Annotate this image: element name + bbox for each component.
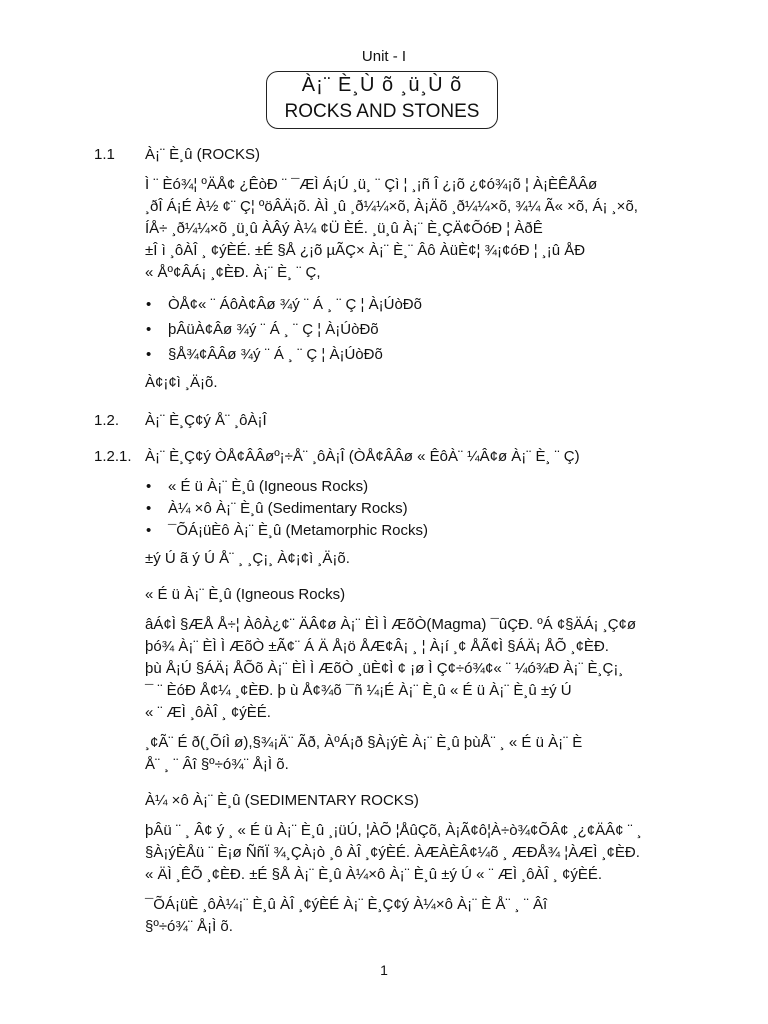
list-item: « É ü À¡¨ È¸û (Igneous Rocks)	[168, 478, 369, 495]
title-native: À¡¨ È¸Ù õ ¸ü¸Ù õ	[301, 74, 463, 96]
paragraph-line: âÁ¢Ì §ÆÅ Å÷¦ ÀôÀ¿¢¨ ÄÂ¢ø À¡¨ ÈÌ Ì ÆõÒ(Magma) ¯ûÇÐ. ºÁ ¢§ÄÁ¡ ¸Ç¢ø	[145, 616, 637, 633]
bullet-dot: •	[146, 522, 152, 539]
paragraph-line: ±ý Ú ã ý Ú Å¨ ¸ ¸Ç¡¸ À¢¡¢ì ¸Ä¡õ.	[145, 550, 350, 567]
paragraph-line: ¯ ¨ ÈóÐ Å¢¼ ¸¢ÈÐ. þ ù Å¢¾õ ¯ñ ¼¡É À¡¨ È¸û « É ü À¡¨ È¸û ±ý Ú	[145, 682, 572, 699]
paragraph-line: « ÄÌ ¸ÊÕ ¸¢ÈÐ. ±É §Å À¡¨ È¸û À¼×ô À¡¨ È¸û ±ý Ú « ¨ ÆÌ ¸ôÀÎ ¸ ¢ýÈÉ.	[145, 866, 603, 883]
list-item: ÒÅ¢« ¨ ÁôÀ¢Âø ¾ý ¨ Á ¸ ¨ Ç ¦ À¡ÚòÐõ	[168, 296, 422, 313]
bullet-dot: •	[146, 500, 152, 517]
bullet-dot: •	[146, 478, 152, 495]
section-heading: À¡¨ È¸û (ROCKS)	[145, 146, 261, 163]
section-number: 1.2.	[94, 412, 120, 429]
list-item: þÂüÀ¢Âø ¾ý ¨ Á ¸ ¨ Ç ¦ À¡ÚòÐõ	[168, 321, 379, 338]
unit-label: Unit - I	[361, 48, 407, 65]
paragraph-line: ¯ÕÁ¡üÈ ¸ôÀ¼¡¨ È¸û ÀÎ ¸¢ýÈÉ À¡¨ È¸Ç¢ý À¼×ô À¡¨ È Å¨ ¸ ¨ Âî	[145, 896, 548, 913]
paragraph-line: §º÷ó¾¨ Å¡Ì õ.	[145, 918, 233, 935]
page-number: 1	[380, 962, 388, 978]
paragraph-line: « ¨ ÆÌ ¸ôÀÎ ¸ ¢ýÈÉ.	[145, 704, 271, 721]
paragraph-line: ¸ðÎ Á¡É À½ ¢¨ Ç¦ ºöÂÄ¡õ. ÀÌ ¸û ¸ð¼¼×õ, À¡Äõ ¸ð¼¼×õ, ¾¼ Ã« ×õ, Á¡ ¸×õ,	[145, 198, 638, 215]
section-number: 1.1	[94, 146, 115, 163]
paragraph-line: þÂü ¨ ¸ Â¢ ý ¸ « É ü À¡¨ È¸û ¸¡üÚ, ¦ÀÕ ¦ÅûÇõ, À¡Ã¢ô¦À÷ò¾¢ÕÂ¢ ¸¿¢ÄÂ¢ ¨ ¸	[145, 822, 642, 839]
paragraph-line: §À¡ýÈÅü ¨ È¡ø ÑñÏ ¾¸ÇÀ¡ò ¸ô ÀÎ ¸¢ýÈÉ. ÀÆÀÈÂ¢¼õ ¸ ÆÐÅ¾ ¦ÀÆÌ ¸¢ÈÐ.	[145, 844, 640, 861]
list-item: §Å¾¢ÂÂø ¾ý ¨ Á ¸ ¨ Ç ¦ À¡ÚòÐõ	[168, 346, 383, 363]
bullet-dot: •	[146, 321, 152, 338]
paragraph-line: « Åº¢ÂÁ¡ ¸¢ÈÐ. À¡¨ È¸ ¨ Ç,	[145, 264, 321, 281]
section-number: 1.2.1.	[94, 448, 132, 465]
section-heading: À¡¨ È¸Ç¢ý ÒÅ¢ÂÂøº¡÷Å¨ ¸ôÀ¡Î (ÒÅ¢ÂÂø « ÊôÀ¨ ¼Â¢ø À¡¨ È¸ ¨ Ç)	[145, 448, 580, 465]
paragraph-line: þó¾ À¡¨ ÈÌ Ì ÆõÒ ±Ã¢¨ Á Ä Å¡ö ÅÆ¢Â¡ ¸ ¦ À¡í ¸¢ ÅÃ¢Ì §ÁÄ¡ ÅÕ ¸¢ÈÐ.	[145, 638, 609, 655]
paragraph-line: Å¨ ¸ ¨ Âî §º÷ó¾¨ Å¡Ì õ.	[145, 756, 289, 773]
paragraph-line: Ì ¨ Èó¾¦ ºÄÅ¢ ¿ÊòÐ ¨ ¯ÆÌ Á¡Ú ¸ü¸ ¨ Çì ¦ ¸¡ñ Î ¿¡õ ¿¢ó¾¡õ ¦ À¡ÈÊÅÂø	[145, 176, 598, 193]
section-heading: À¡¨ È¸Ç¢ý Å¨ ¸ôÀ¡Î	[145, 412, 267, 429]
list-item: À¼ ×ô À¡¨ È¸û (Sedimentary Rocks)	[168, 500, 408, 517]
paragraph-line: ÍÅ÷ ¸ð¼¼×õ ¸ü¸û ÀÂý À¼ ¢Ü ÈÉ. ¸ü¸û À¡¨ È¸ÇÄ¢ÕóÐ ¦ ÀðÊ	[145, 220, 543, 237]
list-item: ¯ÕÁ¡üÈô À¡¨ È¸û (Metamorphic Rocks)	[168, 522, 429, 539]
paragraph-line: þù Å¡Ú §ÁÄ¡ ÅÕõ À¡¨ ÈÌ Ì ÆõÒ ¸üÈ¢Ì ¢ ¡ø Ì Ç¢÷ó¾¢« ¨ ¼ó¾Ð À¡¨ È¸Ç¡¸	[145, 660, 624, 677]
title-box	[266, 71, 498, 129]
paragraph-line: ±Î ì ¸ôÀÎ ¸ ¢ýÈÉ. ±É §Å ¿¡õ µÃÇ× À¡¨ È¸¨ Âô ÀüÈ¢¦ ¾¡¢óÐ ¦ ¸¡û ÅÐ	[145, 242, 586, 259]
bullet-dot: •	[146, 346, 152, 363]
subsection-heading: À¼ ×ô À¡¨ È¸û (SEDIMENTARY ROCKS)	[145, 792, 419, 809]
title-english: ROCKS AND STONES	[284, 101, 480, 122]
paragraph-line: ¸¢Ã¨ É ð(¸ÕíÌ ø),§¾¡Ä¨ Ãð, ÀºÁ¡ð §À¡ýÈ À¡¨ È¸û þùÅ¨ ¸ « É ü À¡¨ È	[145, 734, 583, 751]
subsection-heading: « É ü À¡¨ È¸û (Igneous Rocks)	[145, 586, 346, 603]
bullet-dot: •	[146, 296, 152, 313]
paragraph-line: À¢¡¢ì ¸Ä¡õ.	[145, 374, 218, 391]
